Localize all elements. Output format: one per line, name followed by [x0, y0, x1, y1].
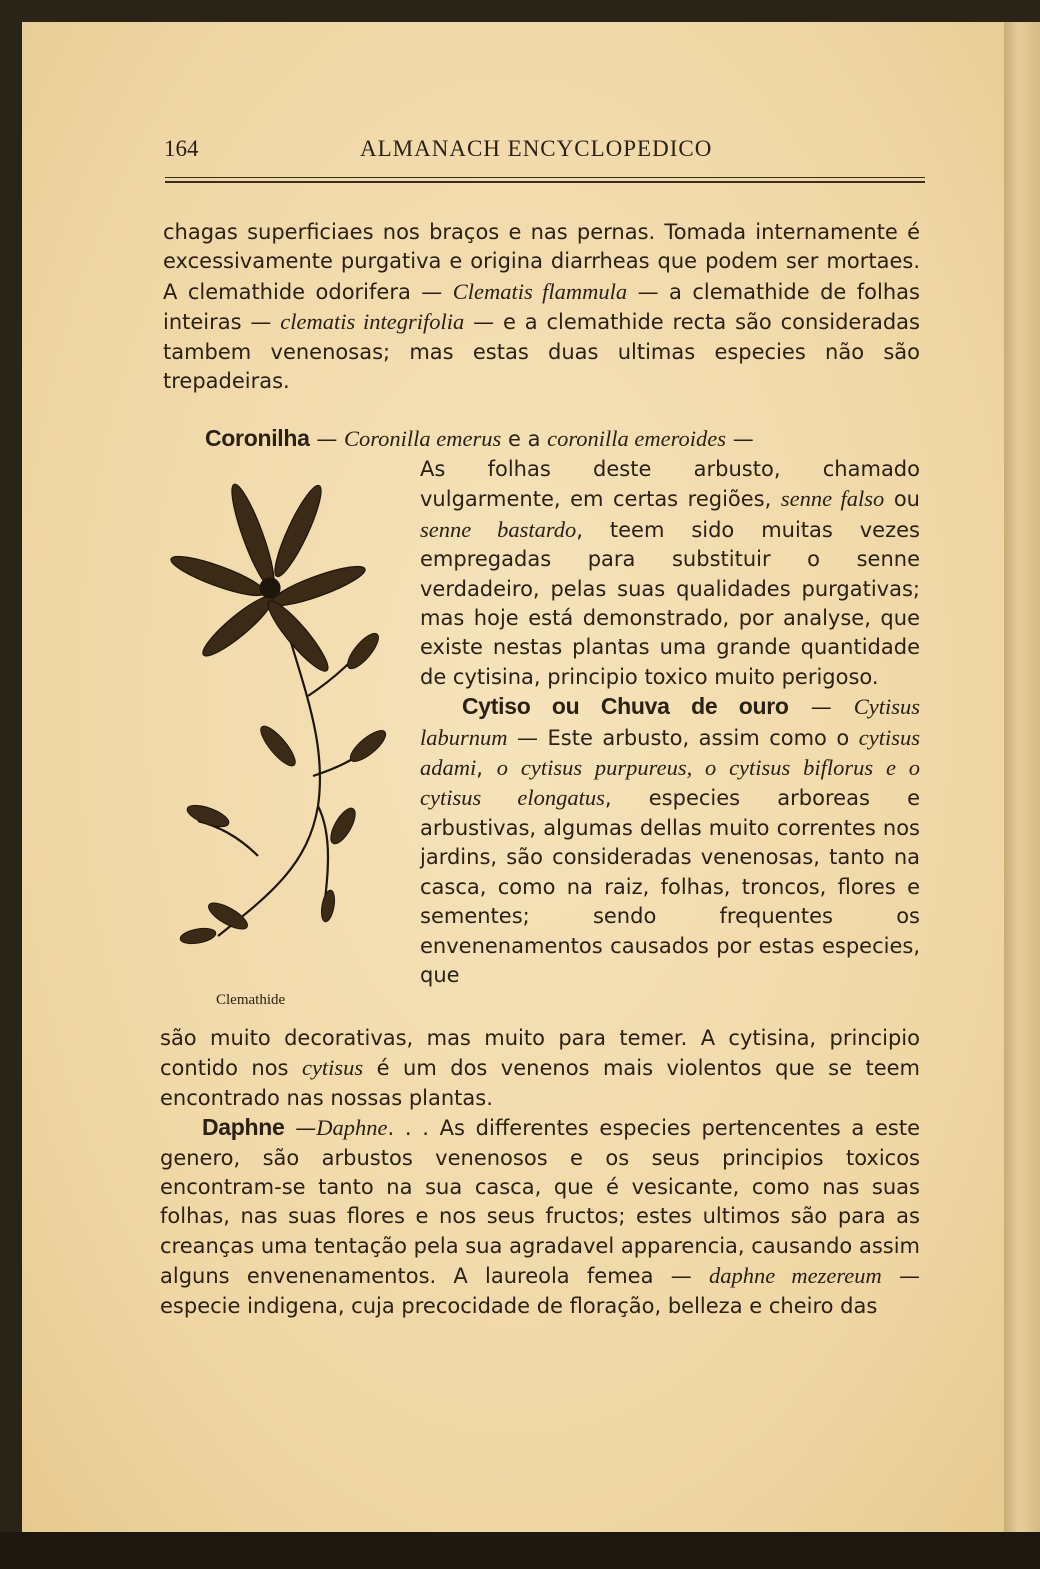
scan-border — [0, 1532, 1040, 1569]
daphne-heading: Daphne — [202, 1114, 285, 1141]
leaf-icon — [179, 629, 390, 946]
running-title: ALMANACH ENCYCLOPEDICO — [360, 136, 713, 161]
page-number: 164 — [164, 136, 199, 161]
page-header — [140, 136, 920, 170]
cytiso-heading: Cytiso ou Chuva de ouro — [462, 693, 789, 720]
clemathide-illustration — [158, 476, 408, 976]
intro-paragraph: chagas superficiaes nos braços e nas pernas. Tomada internamente é excessivamente purgativa e origina diarrheas que podem ser mortaes. A clemathide odorifera — Clematis flammula — a clemathide de folhas inteiras — clematis integrifolia — e a clemathide recta são consideradas tambem venenosas; mas estas duas ultimas especies não são trepadeiras. — [163, 220, 920, 394]
cytiso-continuation: são muito decorativas, mas muito para temer. A cytisina, principio contido nos cytisus é um dos venenos mais violentos que se teem encontrado nas nossas plantas. Daphne —Daphne. . . As differentes especies pertencentes a este genero, são arbustos venenosos e os seus principios toxicos encontram-se tanto na sua casca, que é vesicante, como nas suas folhas, nas suas flores e nos seus fructos; estes ultimos são para as creanças uma tentação pela sua agradavel apparencia, causando assim alguns envenenamentos. A laureola femea — daphne mezereum — especie indigena, cuja precocidade de floração, belleza e cheiro das — [160, 1026, 920, 1318]
flower-icon — [168, 481, 369, 677]
figure-caption: Clemathide — [216, 992, 286, 1008]
header-rule — [165, 177, 925, 178]
coronilha-heading-line: Coronilha — Coronilla emerus e a coronilla emeroides — — [205, 425, 754, 451]
book-spine — [1004, 22, 1040, 1532]
coronilha-body: As folhas deste arbusto, chamado vulgarmente, em certas regiões, senne falso ou senne bastardo, teem sido muitas vezes empregadas para substituir o senne verdadeiro, pelas suas qualidades purgativas; mas hoje está demonstrado, por analyse, que existe nestas plantas uma grande quantidade de cytisina, principio toxico muito perigoso. Cytiso ou Chuva de ouro — Cytisus laburnum — Este arbusto, assim como o cytisus adami, o cytisus purpureus, o cytisus biflorus e o cytisus elongatus, especies arboreas e arbustivas, algumas dellas muito correntes nos jardins, são consideradas venenosas, tanto na casca, como na raiz, folhas, troncos, flores e sementes; sendo frequentes os envenenamentos causados por estas especies, que — [420, 457, 921, 987]
header-rule-double — [165, 181, 925, 183]
coronilha-heading: Coronilha — [205, 425, 310, 451]
